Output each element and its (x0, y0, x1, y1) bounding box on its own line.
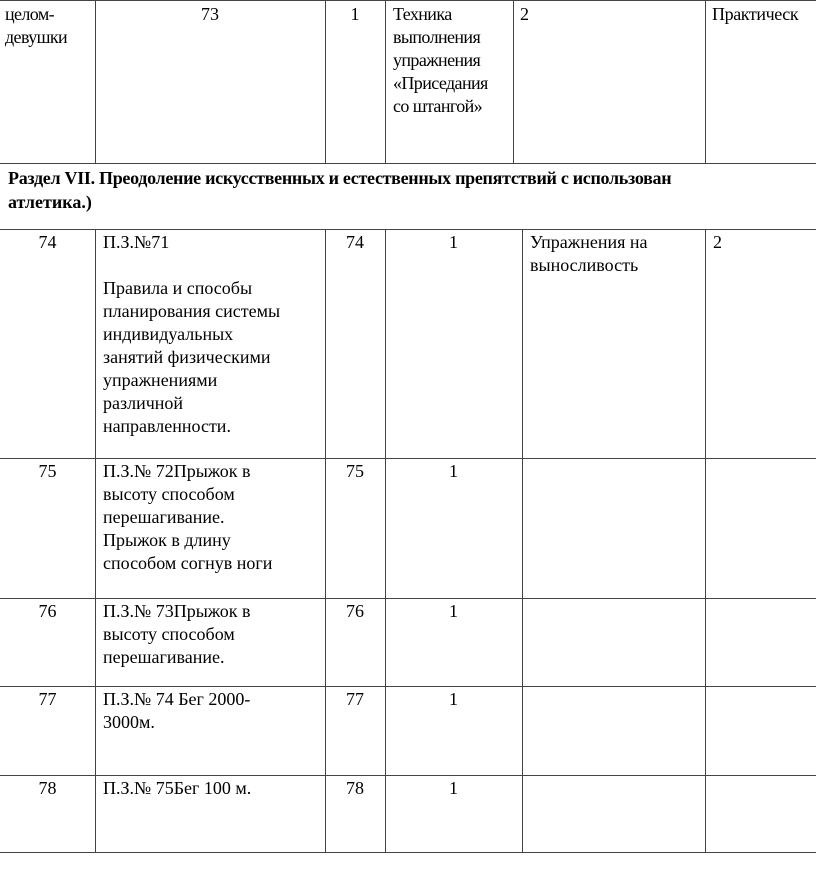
cell-lesson: 76 (346, 601, 364, 621)
section-heading (8, 166, 816, 214)
cell-topic: П.З.№ 74 Бег 2000- 3000м. (103, 689, 251, 732)
cell-number: 75 (38, 461, 57, 481)
row-divider (0, 163, 816, 164)
cell-hours: 1 (449, 601, 458, 621)
cell-hours: 1 (449, 461, 458, 481)
cell-hours: 1 (350, 4, 360, 24)
col-divider (705, 229, 706, 852)
col-divider (385, 229, 386, 852)
section-heading-line: Раздел VII. Преодоление искусственных и естественных препятствий с использован (8, 168, 672, 188)
cell-number: 74 (38, 232, 57, 252)
cell-topic: П.З.№ 75Бег 100 м. (103, 778, 252, 798)
cell-lesson: 75 (346, 461, 364, 481)
cell-number: 77 (38, 689, 57, 709)
cell-lesson: 74 (346, 232, 364, 252)
cell-topic: Техника выполнения упражнения «Приседания со штангой» (393, 4, 488, 116)
cell-topic: П.З.№ 72Прыжок в высоту способом перешагивание. Прыжок в длину способом согнув ноги (103, 461, 273, 573)
col-divider (385, 0, 386, 163)
row-divider (0, 458, 816, 459)
cell-hours: 1 (449, 689, 458, 709)
row-divider (0, 229, 816, 230)
section-heading-line: атлетика.) (8, 192, 92, 212)
cell-lesson: 78 (346, 778, 364, 798)
row-divider (0, 686, 816, 687)
row-divider (0, 775, 816, 776)
cell-topic: П.З.№ 73Прыжок в высоту способом перешагивание. (103, 601, 251, 667)
cell-number: 76 (38, 601, 57, 621)
row-divider (0, 852, 816, 853)
row-divider (0, 0, 816, 1)
cell-number: 73 (201, 4, 219, 24)
cell-content: Упражнения на выносливость (530, 232, 648, 275)
col-divider (705, 0, 706, 163)
cell-hours: 1 (449, 778, 458, 798)
cell-extra: 2 (713, 232, 722, 252)
cell-number: 78 (38, 778, 57, 798)
cell-type: Практическ (712, 4, 799, 24)
col-divider (95, 229, 96, 852)
col-divider (513, 0, 514, 163)
cell-value: 2 (520, 4, 529, 24)
cell-hours: 1 (449, 232, 458, 252)
row-divider (0, 598, 816, 599)
cell-lesson: 77 (346, 689, 364, 709)
col-divider (522, 229, 523, 852)
cell-topic: П.З.№71 Правила и способы планирования системы индивидуальных занятий физическими упражнениями различной направленности. (103, 232, 281, 436)
cell-group: целом- девушки (5, 4, 68, 47)
